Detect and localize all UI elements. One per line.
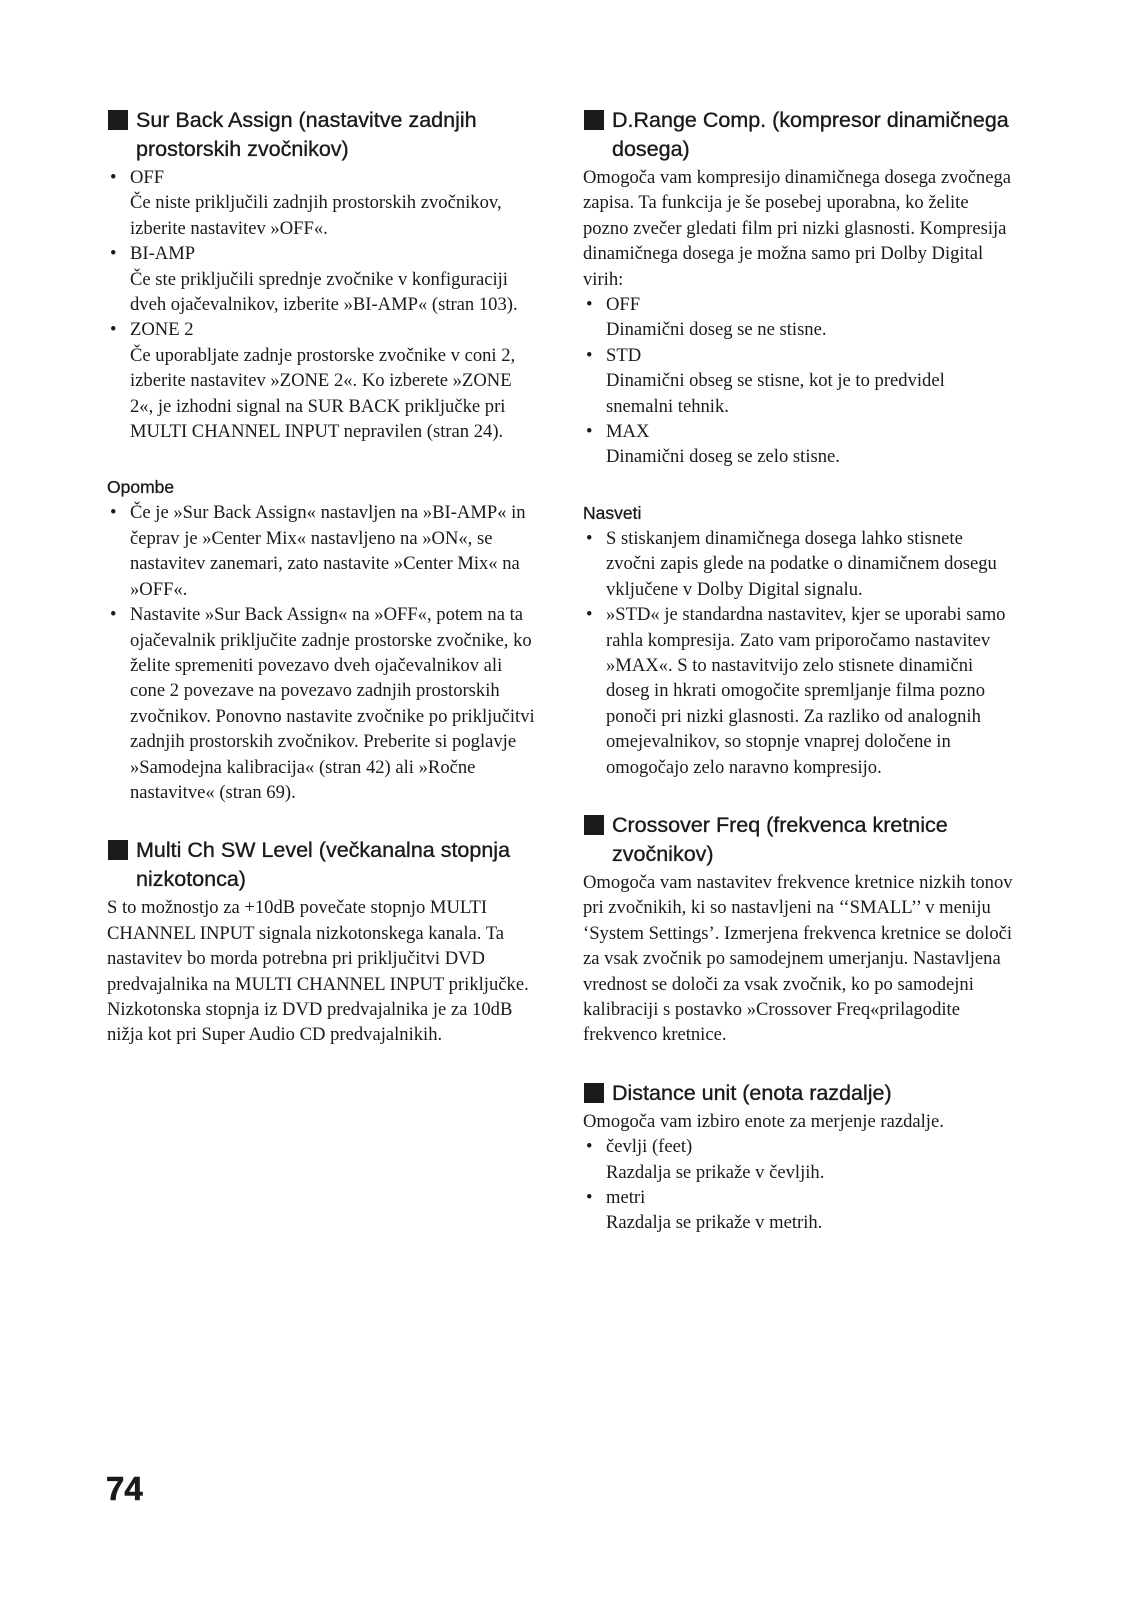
paragraph: Nizkotonska stopnja iz DVD predvajalnika je za 10dB nižja kot pri Super Audio CD predvajalnikih. (107, 998, 513, 1046)
right-column (583, 106, 1015, 1267)
paragraph: Omogoča vam izbiro enote za merjenje razdalje. (583, 1110, 944, 1132)
section-sur-back-assign (107, 106, 539, 444)
bullet-icon: • (110, 319, 117, 341)
tips-block (583, 501, 1015, 780)
option-list (583, 1134, 1015, 1236)
paragraph: Omogoča vam kompresijo dinamičnega dosega zvočnega zapisa. Ta funkcija je še posebej uporabna, ko želite pozno zvečer gledati film pri nizki glasnosti. Kompresija dinamičnega dosega je možna samo pri Dolby Digital virih: (583, 167, 1012, 290)
page-number: 74 (106, 1470, 143, 1507)
left-column (107, 106, 539, 1079)
bullet-icon: • (586, 344, 593, 366)
section-heading: Sur Back Assign (nastavitve zadnjih prostorskih zvočnikov) (107, 106, 539, 164)
bullet-icon: • (110, 243, 117, 265)
option-list (583, 292, 1015, 470)
notes-list (107, 500, 539, 805)
list-item: • Če je »Sur Back Assign« nastavljen na »BI-AMP« in čeprav je »Center Mix« nastavljeno na »ON«, se nastavitev zanemari, zato nastavite »Center Mix« na »OFF«. (110, 502, 526, 600)
list-item: • STD Dinamični obseg se stisne, kot je to predvidel snemalni tehnik. (586, 344, 945, 417)
list-item: • OFF Če niste priključili zadnjih prostorskih zvočnikov, izberite nastavitev »OFF«. (110, 167, 502, 239)
bullet-icon: • (586, 1136, 593, 1158)
bullet-icon: • (586, 604, 593, 626)
list-item: • »STD« je standardna nastavitev, kjer se uporabi samo rahla kompresija. Zato vam priporočamo nastavitev »MAX«. S to nastavitvijo zelo stisnete dinamični doseg in hkrati omogočite spremljanje filma pozno ponoči pri nizki glasnosti. Za razliko od analognih omejevalnikov, so stopnje vnaprej določene in omogočajo zelo naravno kompresijo. (586, 604, 1006, 778)
notes-block (107, 475, 539, 805)
square-bullet-icon (584, 1083, 604, 1103)
section-heading: Multi Ch SW Level (večkanalna stopnja nizkotonca) (107, 836, 539, 894)
notes-title: Opombe (107, 477, 175, 498)
square-bullet-icon (584, 110, 604, 130)
list-item: • MAX Dinamični doseg se zelo stisne. (586, 421, 840, 468)
section-crossover-freq (583, 811, 1015, 1048)
section-distance-unit (583, 1079, 1015, 1236)
list-item: • S stiskanjem dinamičnega dosega lahko stisnete zvočni zapis glede na podatke o dinamičnem dosegu vključene v Dolby Digital signalu. (586, 527, 997, 600)
list-item: • ZONE 2 Če uporabljate zadnje prostorske zvočnike v coni 2, izberite nastavitev »ZONE 2«. Ko izberete »ZONE 2«, je izhodni signal na SUR BACK priključke pri MULTI CHANNEL INPUT nepravilen (stran 24). (110, 319, 516, 443)
list-item: • čevlji (feet) Razdalja se prikaže v čevljih. (586, 1136, 825, 1183)
square-bullet-icon (584, 815, 604, 835)
bullet-icon: • (110, 502, 117, 524)
section-heading: Crossover Freq (frekvenca kretnice zvočnikov) (583, 811, 1015, 869)
square-bullet-icon (108, 110, 128, 130)
bullet-icon: • (586, 421, 593, 443)
section-drange-comp (583, 106, 1015, 470)
list-item: • Nastavite »Sur Back Assign« na »OFF«, potem na ta ojačevalnik priključite zadnje prostorske zvočnike, ko želite spremeniti povezavo dveh ojačevalnikov ali cone 2 povezave na povezavo zadnjih prostorskih zvočnikov. Ponovno nastavite zvočnike po priključitvi zadnjih prostorskih zvočnikov. Preberite si poglavje »Samodejna kalibracija« (stran 42) ali »Ročne nastavitve« (stran 69). (110, 604, 535, 803)
section-heading: D.Range Comp. (kompresor dinamičnega dosega) (583, 106, 1015, 164)
paragraph: Omogoča vam nastavitev frekvence kretnice nizkih tonov pri zvočnikih, ki so nastavljeni na ‘‘SMALL’’ v meniju ‘System Settings’. Izmerjena frekvenca kretnice se določi za vsak zvočnik po samodejnem umerjanju. Nastavljena vrednost se določi za vsak zvočnik, ko po samodejni kalibraciji s postavko »Crossover Freq«prilagodite frekvenco kretnice. (583, 871, 1013, 1046)
list-item: • OFF Dinamični doseg se ne stisne. (586, 294, 827, 341)
tips-list (583, 526, 1015, 780)
section-heading: Distance unit (enota razdalje) (583, 1079, 1015, 1108)
bullet-icon: • (586, 527, 593, 549)
paragraph: S to možnostjo za +10dB povečate stopnjo MULTI CHANNEL INPUT signala nizkotonskega kanala. Ta nastavitev bo morda potrebna pri priključitvi DVD predvajalnika na MULTI CHANNEL INPUT priključke. (107, 897, 529, 995)
bullet-icon: • (110, 604, 117, 626)
bullet-icon: • (586, 294, 593, 316)
tips-title: Nasveti (583, 502, 642, 523)
bullet-icon: • (586, 1187, 593, 1208)
list-item: • metri Razdalja se prikaže v metrih. (586, 1187, 823, 1234)
list-item: • BI-AMP Če ste priključili sprednje zvočnike v konfiguraciji dveh ojačevalnikov, izberite »BI-AMP« (stran 103). (110, 243, 518, 316)
bullet-icon: • (110, 167, 117, 188)
option-list (107, 165, 539, 444)
square-bullet-icon (108, 840, 128, 860)
section-multi-ch-sw-level (107, 836, 539, 1047)
